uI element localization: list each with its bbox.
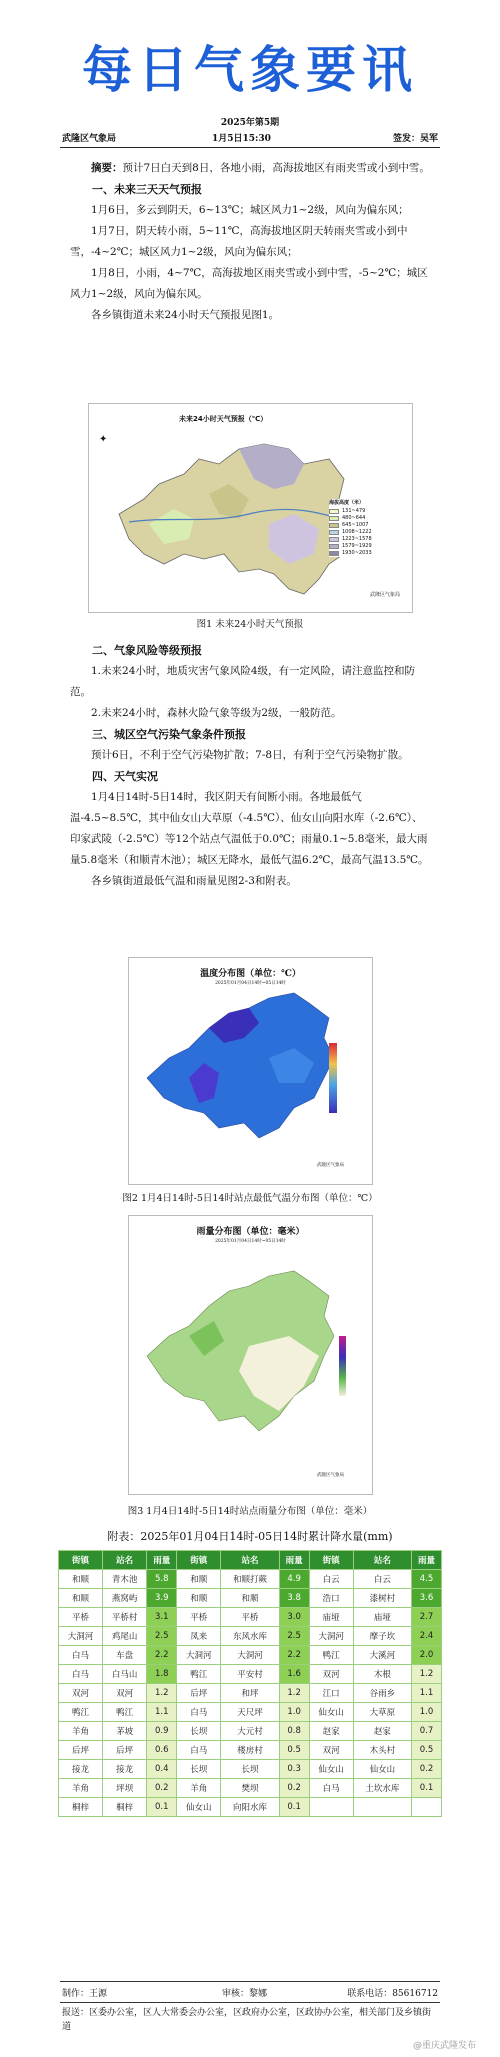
table-header-cell: 雨量 [147, 1551, 177, 1570]
rainfall-value: 2.0 [411, 1646, 441, 1665]
station-cell: 摩子坎 [353, 1627, 411, 1646]
rainfall-value [411, 1798, 441, 1817]
rainfall-value: 0.2 [279, 1779, 309, 1798]
town-cell: 平桥 [177, 1608, 221, 1627]
publication-title: 每日气象要讯 [82, 41, 418, 99]
town-cell: 后坪 [59, 1741, 103, 1760]
station-cell: 向阳水库 [221, 1798, 279, 1817]
footer-divider-bottom [60, 2002, 440, 2003]
station-cell: 长坝 [221, 1760, 279, 1779]
temperature-map [129, 958, 373, 1185]
legend-swatch [329, 544, 339, 549]
rainfall-value: 2.2 [279, 1646, 309, 1665]
compass-icon: ✦ [99, 434, 108, 445]
rainfall-value: 5.8 [147, 1570, 177, 1589]
station-cell: 平桥 [221, 1608, 279, 1627]
legend-swatch [329, 523, 339, 528]
rainfall-value: 0.2 [147, 1779, 177, 1798]
town-cell: 仙女山 [309, 1760, 353, 1779]
town-cell: 长坝 [177, 1722, 221, 1741]
rainfall-value: 0.3 [279, 1760, 309, 1779]
table-header-cell: 雨量 [279, 1551, 309, 1570]
section4-heading: 四、天气实况 [92, 770, 158, 783]
rainfall-value: 1.1 [147, 1703, 177, 1722]
table-row [59, 1722, 442, 1741]
station-cell: 大溪河 [353, 1646, 411, 1665]
table-header-cell: 街镇 [309, 1551, 353, 1570]
station-cell: 木根 [353, 1665, 411, 1684]
town-cell: 凤来 [177, 1627, 221, 1646]
table-row [59, 1703, 442, 1722]
risk-and-observations [70, 640, 430, 892]
rainfall-value: 0.6 [147, 1741, 177, 1760]
rainfall-value: 1.0 [279, 1703, 309, 1722]
station-cell: 青木池 [103, 1570, 147, 1589]
legend-item [329, 515, 404, 521]
rainfall-value: 0.9 [147, 1722, 177, 1741]
station-cell: 茅坡 [103, 1722, 147, 1741]
station-cell: 双河 [103, 1684, 147, 1703]
table-header-cell: 街镇 [177, 1551, 221, 1570]
station-cell: 白马山 [103, 1665, 147, 1684]
town-cell: 鸭江 [177, 1665, 221, 1684]
station-cell: 大元村 [221, 1722, 279, 1741]
rainfall-value: 0.1 [147, 1798, 177, 1817]
legend-label: 645~1007 [342, 522, 369, 528]
town-cell: 庙垭 [309, 1608, 353, 1627]
legend-item [329, 550, 404, 556]
footer-divider-top [60, 1981, 440, 1982]
issue-number: 2025年第5期 [220, 118, 280, 128]
town-cell: 双河 [309, 1741, 353, 1760]
rainfall-value: 3.0 [279, 1608, 309, 1627]
station-cell: 天尺坪 [221, 1703, 279, 1722]
station-cell: 樊坝 [221, 1779, 279, 1798]
station-cell: 车盘 [103, 1646, 147, 1665]
temperature-map-title: 温度分布图（单位：℃） [200, 969, 301, 979]
publish-date: 1月5日15:30 [212, 134, 271, 144]
elevation-legend [329, 499, 404, 557]
precipitation-map-figure [128, 1215, 373, 1495]
table-row [59, 1646, 442, 1665]
rainfall-value: 2.7 [411, 1608, 441, 1627]
town-cell: 双河 [59, 1684, 103, 1703]
section3-heading: 三、城区空气污染气象条件预报 [92, 728, 246, 741]
station-cell: 桐梓 [103, 1798, 147, 1817]
town-cell: 江口 [309, 1684, 353, 1703]
town-cell: 大洞河 [309, 1627, 353, 1646]
town-cell: 和顺 [177, 1570, 221, 1589]
town-cell: 白马 [59, 1665, 103, 1684]
figure3-caption: 图3 1月4日14时-5日14时站点雨量分布图（单位：毫米） [127, 1506, 373, 1517]
station-cell: 坪坝 [103, 1779, 147, 1798]
summary-and-forecast [70, 158, 430, 326]
rainfall-value: 0.5 [411, 1741, 441, 1760]
town-cell: 羊角 [177, 1779, 221, 1798]
town-cell: 桐梓 [59, 1798, 103, 1817]
town-cell: 和顺 [59, 1570, 103, 1589]
section1-paragraph-1: 1月6日，多云到阴天，6~13℃；城区风力1~2级，风向为偏东风； [91, 204, 409, 216]
temperature-map-credit: 武隆区气象局 [317, 1163, 344, 1168]
signer: 签发：吴军 [392, 134, 438, 144]
rainfall-value: 3.1 [147, 1608, 177, 1627]
table-row [59, 1570, 442, 1589]
table-row [59, 1741, 442, 1760]
rainfall-value: 0.4 [147, 1760, 177, 1779]
table-header-cell: 雨量 [411, 1551, 441, 1570]
station-cell: 和坪 [221, 1684, 279, 1703]
station-cell: 后坪 [103, 1741, 147, 1760]
table-body [59, 1570, 442, 1817]
station-cell: 接龙 [103, 1760, 147, 1779]
station-cell: 木头村 [353, 1741, 411, 1760]
station-cell: 仙女山 [353, 1760, 411, 1779]
reviewer: 审核：黎娜 [222, 1989, 268, 1999]
station-cell: 赵家 [353, 1722, 411, 1741]
station-cell [353, 1798, 411, 1817]
station-cell: 楼房村 [221, 1741, 279, 1760]
section2-paragraph-1: 1.未来24小时，地质灾害气象风险4级，有一定风险，请注意监控和防范。 [70, 665, 416, 698]
rainfall-value: 1.0 [411, 1703, 441, 1722]
town-cell: 鸭江 [309, 1646, 353, 1665]
rainfall-value: 1.8 [147, 1665, 177, 1684]
rainfall-value: 0.7 [411, 1722, 441, 1741]
distribution-list: 报送：区委办公室，区人大常委会办公室，区政府办公室，区政协办公室，相关部门及乡镇街道 [62, 2008, 432, 2032]
section2-heading: 二、气象风险等级预报 [92, 644, 202, 657]
map-credit: 武隆区气象局 [369, 592, 400, 598]
legend-item [329, 536, 404, 542]
table-row [59, 1684, 442, 1703]
rainfall-value: 0.1 [279, 1798, 309, 1817]
station-cell: 东风水库 [221, 1627, 279, 1646]
temperature-colorbar [329, 1043, 337, 1113]
town-cell: 鸭江 [59, 1703, 103, 1722]
rainfall-value: 2.2 [147, 1646, 177, 1665]
summary-label: 摘要： [91, 162, 123, 174]
rainfall-value: 0.1 [411, 1779, 441, 1798]
town-cell: 白马 [177, 1703, 221, 1722]
town-cell: 浩口 [309, 1589, 353, 1608]
town-cell: 白马 [309, 1779, 353, 1798]
station-cell: 庙垭 [353, 1608, 411, 1627]
summary-text: 预计7日白天到8日，各地小雨，高海拔地区有雨夹雪或小到中雪。 [122, 162, 430, 174]
rainfall-value: 3.9 [147, 1589, 177, 1608]
town-cell: 白云 [309, 1570, 353, 1589]
section1-paragraph-4: 各乡镇街道未来24小时天气预报见图1。 [91, 309, 280, 321]
legend-label: 1223~1578 [342, 536, 372, 542]
table-row [59, 1627, 442, 1646]
table-row [59, 1608, 442, 1627]
legend-swatch [329, 551, 339, 556]
temperature-map-subtitle: 2025年01月04日14时~05日14时 [215, 981, 286, 986]
section4-paragraph-1: 1月4日14时-5日14时，我区阴天有间断小雨。各地最低气温-4.5~8.5℃，其中仙女山大草原（-4.5℃）、仙女山向阳水库（-2.6℃）、印家武陵（-2.5℃）等12个站点气温低于0.0℃；雨量0.1~5.8毫米，最大雨量5.8毫米（和顺青木池）；城区无降水，最低气温6.2℃，最高气温13.5℃。 [70, 791, 429, 866]
town-cell: 双河 [309, 1665, 353, 1684]
section3-paragraph-1: 预计6日，不利于空气污染物扩散；7-8日，有利于空气污染物扩散。 [91, 749, 409, 761]
station-cell: 大草原 [353, 1703, 411, 1722]
meta-row [62, 131, 438, 145]
table-header-cell: 站名 [103, 1551, 147, 1570]
section2-paragraph-2: 2.未来24小时，森林火险气象等级为2级，一般防范。 [91, 707, 342, 719]
section1-heading: 一、未来三天天气预报 [92, 183, 202, 196]
rainfall-value: 1.2 [279, 1684, 309, 1703]
section1-paragraph-3: 1月8日，小雨，4~7℃，高海拔地区雨夹雪或小到中雪，-5~2℃；城区风力1~2级，风向为偏东风。 [70, 267, 428, 300]
table-header-row [59, 1551, 442, 1570]
table-header-cell: 街镇 [59, 1551, 103, 1570]
section4-paragraph-2: 各乡镇街道最低气温和雨量见图2-3和附表。 [91, 875, 297, 887]
section1-paragraph-2: 1月7日，阴天转小雨，5~11℃，高海拔地区阴天转雨夹雪或小到中雪，-4~2℃；城区风力1~2级，风向为偏东风； [70, 225, 408, 258]
station-cell: 燕窝屿 [103, 1589, 147, 1608]
rainfall-value: 1.1 [411, 1684, 441, 1703]
station-cell: 白云 [353, 1570, 411, 1589]
precipitation-colorbar [339, 1336, 346, 1396]
table-row [59, 1665, 442, 1684]
legend-swatch [329, 530, 339, 535]
town-cell: 平桥 [59, 1608, 103, 1627]
town-cell: 大洞河 [59, 1627, 103, 1646]
temperature-map-figure [128, 957, 373, 1185]
town-cell: 羊角 [59, 1779, 103, 1798]
legend-item [329, 543, 404, 549]
station-cell: 和顺打蕨 [221, 1570, 279, 1589]
town-cell: 和顺 [59, 1589, 103, 1608]
legend-label: 1579~1929 [342, 543, 372, 549]
legend-label: 131~479 [342, 508, 366, 514]
rainfall-value: 1.6 [279, 1665, 309, 1684]
town-cell: 白马 [59, 1646, 103, 1665]
town-cell: 仙女山 [309, 1703, 353, 1722]
rainfall-value: 4.5 [411, 1570, 441, 1589]
table-row [59, 1589, 442, 1608]
station-cell: 漆树村 [353, 1589, 411, 1608]
forecast-map-figure [88, 403, 413, 613]
figure2-caption: 图2 1月4日14时-5日14时站点最低气温分布图（单位：℃） [122, 1193, 378, 1204]
rainfall-value: 0.5 [279, 1741, 309, 1760]
legend-title: 海拔高度（米） [329, 500, 365, 506]
summary [70, 158, 430, 179]
legend-item [329, 508, 404, 514]
precipitation-map-subtitle: 2025年01月04日14时~05日14时 [215, 1239, 286, 1244]
legend-label: 480~644 [342, 515, 366, 521]
rainfall-value: 0.2 [411, 1760, 441, 1779]
station-cell: 鸭江 [103, 1703, 147, 1722]
station-cell: 平桥村 [103, 1608, 147, 1627]
station-cell: 土坎水库 [353, 1779, 411, 1798]
town-cell: 赵家 [309, 1722, 353, 1741]
table-row [59, 1779, 442, 1798]
legend-list [329, 508, 404, 556]
precipitation-map-title: 雨量分布图（单位：毫米） [196, 1227, 305, 1237]
contact-phone: 联系电话：85616712 [347, 1989, 438, 1999]
watermark: @重庆武隆发布 [412, 2041, 476, 2051]
header-divider [60, 147, 440, 148]
table-title: 附表：2025年01月04日14时-05日14时累计降水量(mm) [107, 1530, 393, 1543]
rainfall-value: 2.4 [411, 1627, 441, 1646]
town-cell: 大洞河 [177, 1646, 221, 1665]
rainfall-value: 0.8 [279, 1722, 309, 1741]
town-cell: 后坪 [177, 1684, 221, 1703]
station-cell: 鸡尾山 [103, 1627, 147, 1646]
town-cell: 长坝 [177, 1760, 221, 1779]
rainfall-value: 1.2 [147, 1684, 177, 1703]
maker: 制作：王源 [62, 1989, 108, 1999]
station-cell: 大洞河 [221, 1646, 279, 1665]
town-cell: 仙女山 [177, 1798, 221, 1817]
rainfall-table [58, 1550, 442, 1817]
table-header-cell: 站名 [353, 1551, 411, 1570]
town-cell [309, 1798, 353, 1817]
station-cell: 平安村 [221, 1665, 279, 1684]
town-cell: 白马 [177, 1741, 221, 1760]
agency-name: 武隆区气象局 [62, 134, 117, 144]
figure1-caption: 图1 未来24小时天气预报 [196, 619, 304, 630]
town-cell: 接龙 [59, 1760, 103, 1779]
precipitation-map-credit: 武隆区气象局 [317, 1473, 344, 1478]
town-cell: 羊角 [59, 1722, 103, 1741]
precipitation-map [129, 1216, 373, 1495]
rainfall-value: 3.8 [279, 1589, 309, 1608]
rainfall-value: 4.9 [279, 1570, 309, 1589]
table-header-cell: 站名 [221, 1551, 279, 1570]
rainfall-value: 1.2 [411, 1665, 441, 1684]
masthead [0, 30, 500, 102]
table-row [59, 1760, 442, 1779]
forecast-map-title: 未来24小时天气预报（℃） [179, 415, 268, 423]
legend-label: 1008~1222 [342, 529, 372, 535]
legend-label: 1930~2033 [342, 550, 372, 556]
station-cell: 谷雨乡 [353, 1684, 411, 1703]
legend-swatch [329, 537, 339, 542]
legend-item [329, 529, 404, 535]
table-row [59, 1798, 442, 1817]
legend-item [329, 522, 404, 528]
town-cell: 和顺 [177, 1589, 221, 1608]
legend-swatch [329, 509, 339, 514]
legend-swatch [329, 516, 339, 521]
rainfall-value: 3.6 [411, 1589, 441, 1608]
rainfall-value: 2.5 [279, 1627, 309, 1646]
station-cell: 和顺 [221, 1589, 279, 1608]
rainfall-value: 2.5 [147, 1627, 177, 1646]
